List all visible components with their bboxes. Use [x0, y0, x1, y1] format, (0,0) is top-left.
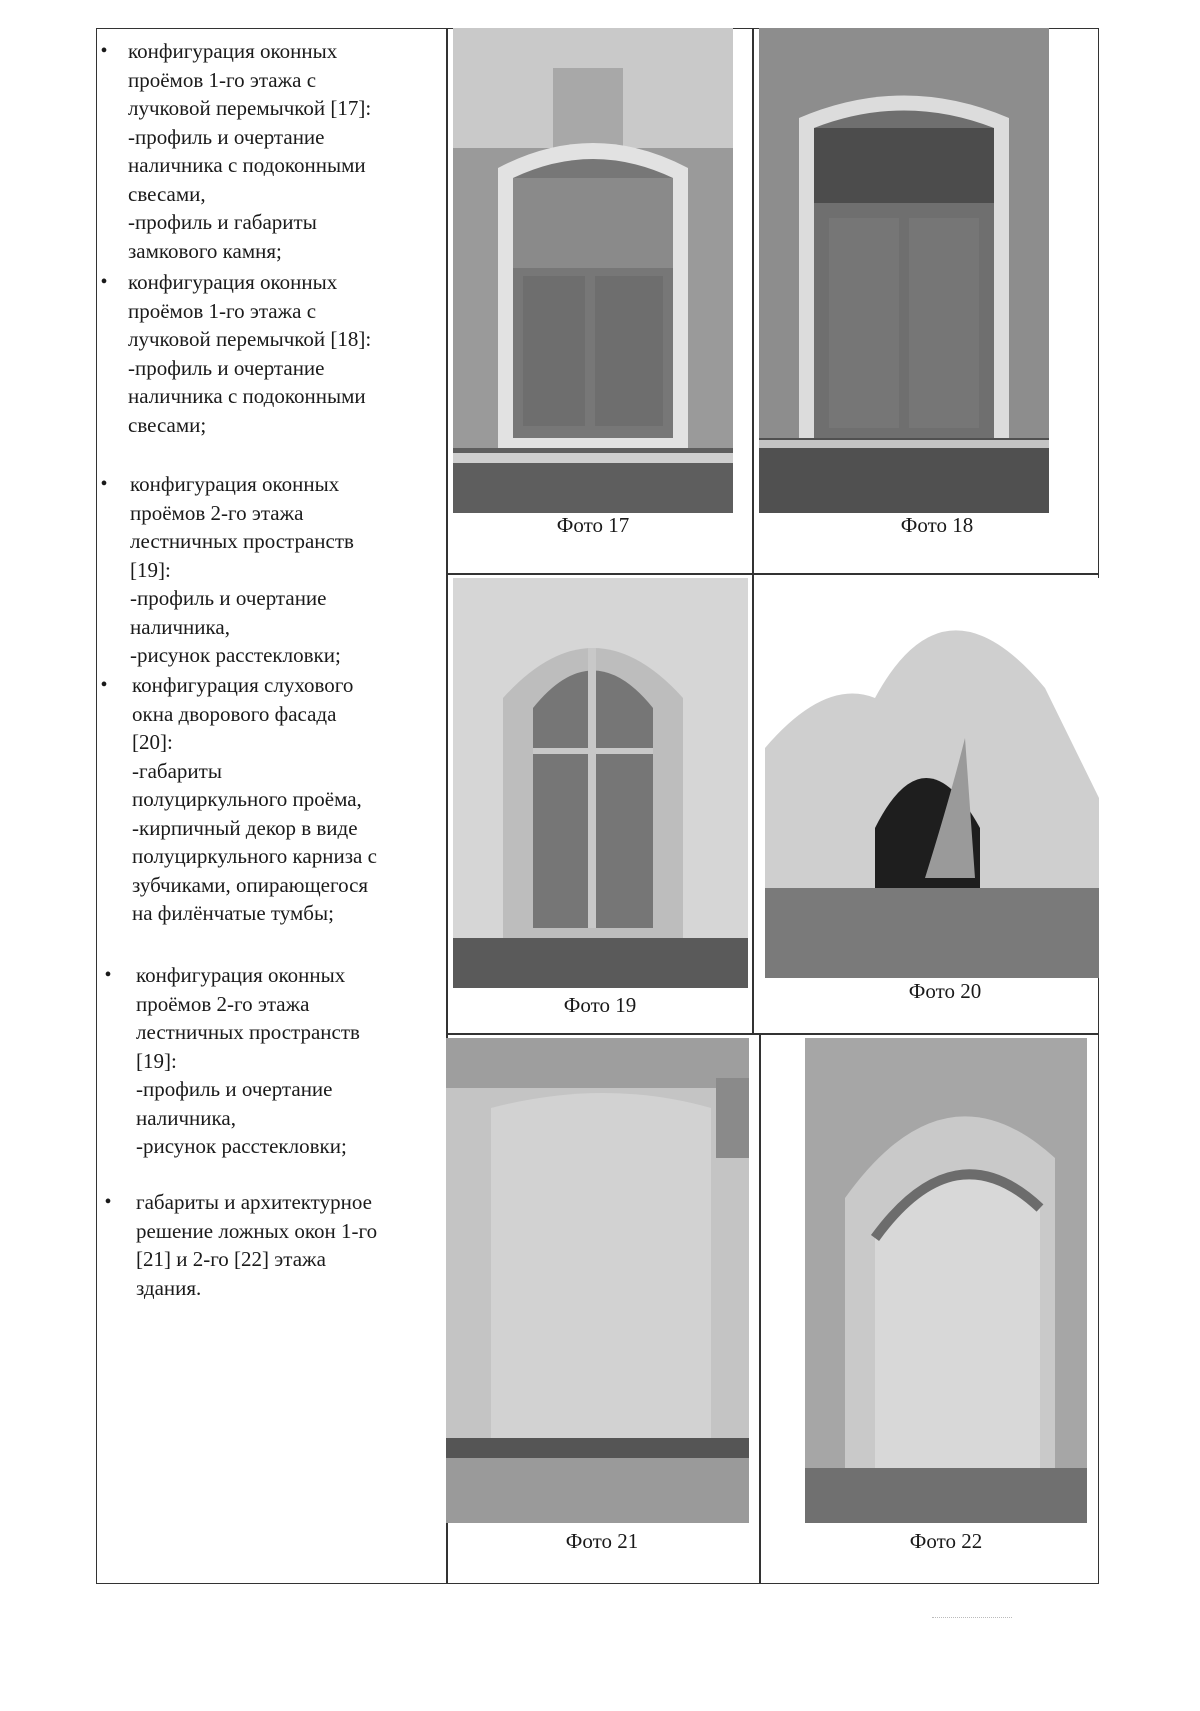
list-item-text: конфигурация оконных проёмов 1-го этажа с лучковой перемычкой [18]: -профиль и очертание наличника с подоконными свесами; — [128, 270, 372, 437]
photo-row-divider-2 — [446, 1033, 1099, 1035]
photo-19-caption: Фото 19 — [563, 993, 637, 1017]
photo-column-divider-top — [752, 28, 754, 573]
list-item-text: конфигурация оконных проёмов 2-го этажа лестничных пространств [19]: -профиль и очертание наличника, -рисунок расстекловки; — [130, 472, 354, 667]
bullet-icon: • — [100, 674, 108, 696]
bullet-icon: • — [104, 964, 112, 986]
photo-17-image — [453, 28, 733, 513]
photo-column-divider-bottom — [759, 1033, 761, 1584]
bullet-icon: • — [100, 271, 108, 293]
photo-20-image — [765, 578, 1099, 978]
photo-22-caption: Фото 22 — [909, 1529, 983, 1553]
photo-22-image — [805, 1038, 1087, 1523]
photo-20-caption: Фото 20 — [908, 979, 982, 1003]
photo-18-caption: Фото 18 — [900, 513, 974, 537]
list-item-text: конфигурация оконных проёмов 2-го этажа лестничных пространств [19]: -профиль и очертание наличника, -рисунок расстекловки; — [136, 963, 360, 1158]
photo-column-divider-mid — [752, 573, 754, 1033]
photo-18-image — [759, 28, 1049, 513]
bullet-icon: • — [100, 40, 108, 62]
bullet-icon: • — [104, 1191, 112, 1213]
list-item-text: габариты и архитектурное решение ложных окон 1-го [21] и 2-го [22] этажа здания. — [136, 1190, 378, 1300]
photo-17-caption: Фото 17 — [556, 513, 630, 537]
scan-artifact — [932, 1617, 1012, 1621]
photo-21-caption: Фото 21 — [565, 1529, 639, 1553]
list-item-text: конфигурация оконных проёмов 1-го этажа с лучковой перемычкой [17]: -профиль и очертание наличника с подоконными свесами, -профиль и габариты замкового камня; — [128, 39, 372, 263]
bullet-icon: • — [100, 473, 108, 495]
list-item-text: конфигурация слухового окна дворового фасада [20]: -габариты полуциркульного проёма, -кирпичный декор в виде полуциркульного карниза с зубчиками, опирающегося на филёнчатые тумбы; — [132, 673, 377, 925]
photo-row-divider-1 — [446, 573, 1099, 575]
photo-19-image — [453, 578, 748, 988]
photo-21-image — [446, 1038, 749, 1523]
